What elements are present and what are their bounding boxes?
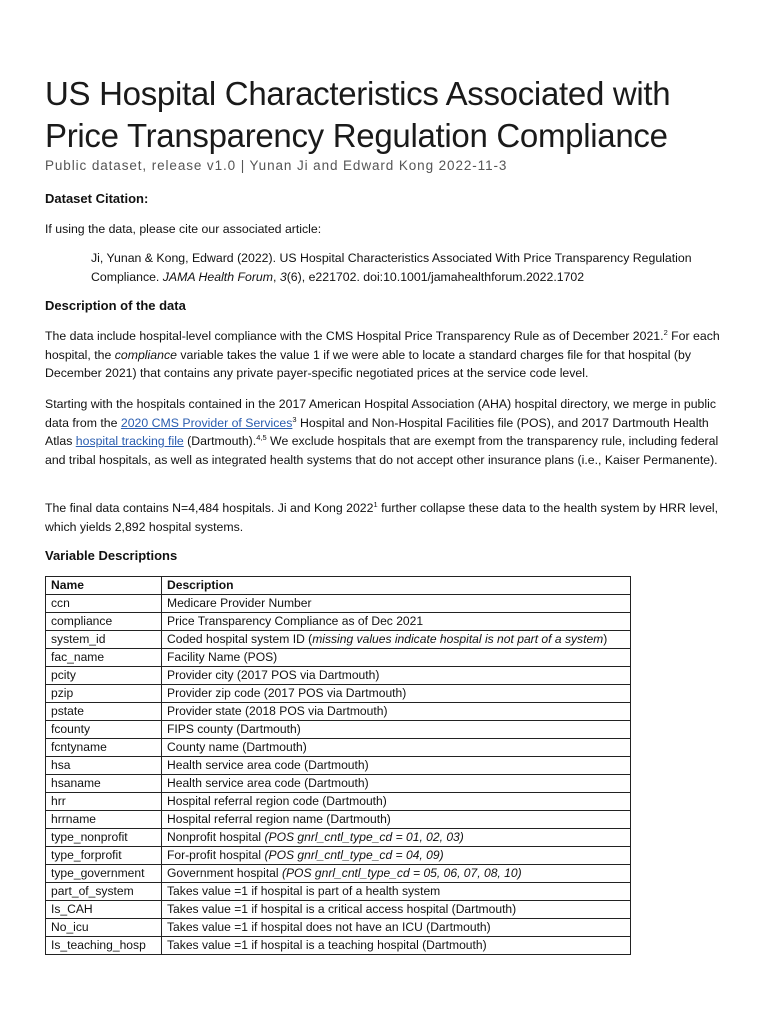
citation-volume: 3 [279, 269, 287, 284]
description-text: County name (Dartmouth) [167, 740, 307, 754]
table-row [46, 703, 631, 721]
footnote-ref: 2 [663, 327, 668, 337]
variable-name-cell: type_nonprofit [46, 829, 162, 847]
footnote-ref: 1 [373, 499, 378, 509]
variable-description-cell [162, 685, 631, 703]
description-note: (POS gnrl_cntl_type_cd = 01, 02, 03) [264, 830, 464, 844]
table-header-row [46, 577, 631, 595]
description-text: For-profit hospital [167, 848, 265, 862]
column-header-description: Description [162, 577, 631, 595]
p2-text-d: We exclude hospitals that are exempt from the transparency rule, including federal and tribal hospitals, as well as integrated health systems that do not accept other insurance plans (i.e., Kaiser Permanente). [45, 434, 719, 467]
p1-text-c: variable takes the value 1 if we were able to locate a standard charges file for that hospital (by December 2021) that contains any private payer-specific negotiated prices at the service code level. [45, 347, 691, 380]
variable-name-cell: hrrname [46, 811, 162, 829]
description-note: (POS gnrl_cntl_type_cd = 05, 06, 07, 08, 10) [281, 866, 522, 880]
footnote-ref: 3 [292, 414, 297, 424]
citation-ref-sep: , [273, 269, 280, 284]
description-text: Facility Name (POS) [167, 650, 278, 664]
variable-description-cell [162, 811, 631, 829]
citation-heading: Dataset Citation: [45, 191, 149, 206]
variable-name-cell: fcounty [46, 721, 162, 739]
table-row [46, 739, 631, 757]
variable-description-cell [162, 757, 631, 775]
variable-name-cell: hsaname [46, 775, 162, 793]
description-text: Hospital referral region code (Dartmouth) [167, 794, 387, 808]
table-row [46, 919, 631, 937]
table-body [46, 595, 631, 955]
variable-name-cell: fac_name [46, 649, 162, 667]
description-paragraph-2 [45, 395, 725, 469]
compliance-variable: compliance [114, 347, 177, 362]
variable-description-cell [162, 865, 631, 883]
citation-ref-tail: (6), e221702. doi:10.1001/jamahealthforum.2022.1702 [286, 269, 585, 284]
variable-description-cell [162, 595, 631, 613]
variable-name-cell: Is_teaching_hosp [46, 937, 162, 955]
citation-ref-text: Ji, Yunan & Kong, Edward (2022). US Hospital Characteristics Associated With Price Transparency Regulation Compliance. [91, 251, 692, 284]
table-row [46, 757, 631, 775]
variable-name-cell: hsa [46, 757, 162, 775]
table-row [46, 793, 631, 811]
description-text: Hospital referral region name (Dartmouth) [167, 812, 391, 826]
table-row [46, 595, 631, 613]
description-paragraph-1 [45, 327, 725, 383]
variable-name-cell: Is_CAH [46, 901, 162, 919]
variable-description-cell [162, 631, 631, 649]
variable-name-cell: hrr [46, 793, 162, 811]
p3-text-a: The final data contains N=4,484 hospitals. Ji and Kong 2022 [45, 501, 374, 515]
hospital-tracking-link[interactable]: hospital tracking file [75, 434, 184, 448]
description-text: Takes value =1 if hospital is a teaching hospital (Dartmouth) [167, 938, 487, 952]
table-row [46, 865, 631, 883]
variable-description-cell [162, 937, 631, 955]
table-row [46, 631, 631, 649]
p1-text-b: For each hospital, the [45, 329, 720, 362]
table-row [46, 649, 631, 667]
description-text: Coded hospital system ID ( [167, 632, 313, 646]
p1-text-a: The data include hospital-level compliance with the CMS Hospital Price Transparency Rule as of December 2021. [45, 329, 664, 343]
variable-name-cell: type_government [46, 865, 162, 883]
variable-description-cell [162, 703, 631, 721]
table-row [46, 613, 631, 631]
page-title: US Hospital Characteristics Associated with Price Transparency Regulation Compliance [45, 75, 671, 154]
description-paragraph-3 [45, 499, 725, 536]
description-text: Price Transparency Compliance as of Dec 2021 [167, 614, 424, 628]
table-row [46, 937, 631, 955]
table-row [46, 685, 631, 703]
description-heading: Description of the data [45, 298, 186, 313]
variable-name-cell: ccn [46, 595, 162, 613]
description-text: Takes value =1 if hospital is a critical access hospital (Dartmouth) [167, 902, 517, 916]
page-subtitle: Public dataset, release v1.0 | Yunan Ji and Edward Kong 2022-11-3 [45, 158, 508, 173]
variable-description-cell [162, 613, 631, 631]
footnote-ref: 4,5 [256, 432, 267, 442]
description-text: Government hospital [167, 866, 282, 880]
citation-journal: JAMA Health Forum [162, 269, 274, 284]
description-note: missing values indicate hospital is not part of a system [312, 632, 604, 646]
variable-description-cell [162, 919, 631, 937]
description-note: (POS gnrl_cntl_type_cd = 04, 09) [264, 848, 444, 862]
variable-name-cell: compliance [46, 613, 162, 631]
variable-name-cell: No_icu [46, 919, 162, 937]
description-text: FIPS county (Dartmouth) [167, 722, 301, 736]
description-text: Health service area code (Dartmouth) [167, 776, 369, 790]
p2-text-a: Starting with the hospitals contained in the 2017 American Hospital Association (AHA) hospital directory, we merge in public data from the [45, 397, 716, 430]
description-text: Health service area code (Dartmouth) [167, 758, 369, 772]
table-row [46, 847, 631, 865]
table-row [46, 811, 631, 829]
table-row [46, 901, 631, 919]
table-row [46, 667, 631, 685]
p2-text-c: (Dartmouth). [183, 434, 257, 448]
variables-heading: Variable Descriptions [45, 548, 178, 563]
table-row [46, 775, 631, 793]
cms-provider-link[interactable]: 2020 CMS Provider of Services [120, 415, 293, 430]
variable-description-cell [162, 649, 631, 667]
p3-text-b: further collapse these data to the health system by HRR level, which yields 2,892 hospital systems. [45, 501, 719, 534]
variable-description-cell [162, 793, 631, 811]
variable-description-cell [162, 739, 631, 757]
variable-name-cell: pcity [46, 667, 162, 685]
variable-name-cell: pzip [46, 685, 162, 703]
description-text: Takes value =1 if hospital is part of a health system [167, 884, 441, 898]
description-text: Nonprofit hospital [167, 830, 265, 844]
description-text: Medicare Provider Number [167, 596, 312, 610]
variable-description-cell [162, 829, 631, 847]
table-row [46, 721, 631, 739]
table-row [46, 883, 631, 901]
variable-name-cell: system_id [46, 631, 162, 649]
description-text: Takes value =1 if hospital does not have an ICU (Dartmouth) [167, 920, 491, 934]
column-header-name: Name [46, 577, 162, 595]
variable-table [45, 576, 631, 955]
variable-name-cell: pstate [46, 703, 162, 721]
description-text: Provider state (2018 POS via Dartmouth) [167, 704, 388, 718]
variable-name-cell: fcntyname [46, 739, 162, 757]
variable-description-cell [162, 667, 631, 685]
citation-intro: If using the data, please cite our associated article: [45, 222, 322, 236]
description-text: Provider city (2017 POS via Dartmouth) [167, 668, 380, 682]
variable-description-cell [162, 775, 631, 793]
variable-description-cell [162, 901, 631, 919]
description-tail: ) [603, 632, 608, 646]
description-text: Provider zip code (2017 POS via Dartmouth) [167, 686, 407, 700]
variable-name-cell: part_of_system [46, 883, 162, 901]
variable-description-cell [162, 847, 631, 865]
citation-reference [91, 249, 711, 286]
p2-text-b: Hospital and Non-Hospital Facilities file (POS), and 2017 Dartmouth Health Atlas [45, 415, 709, 448]
table-row [46, 829, 631, 847]
variable-name-cell: type_forprofit [46, 847, 162, 865]
variable-description-cell [162, 721, 631, 739]
variable-description-cell [162, 883, 631, 901]
